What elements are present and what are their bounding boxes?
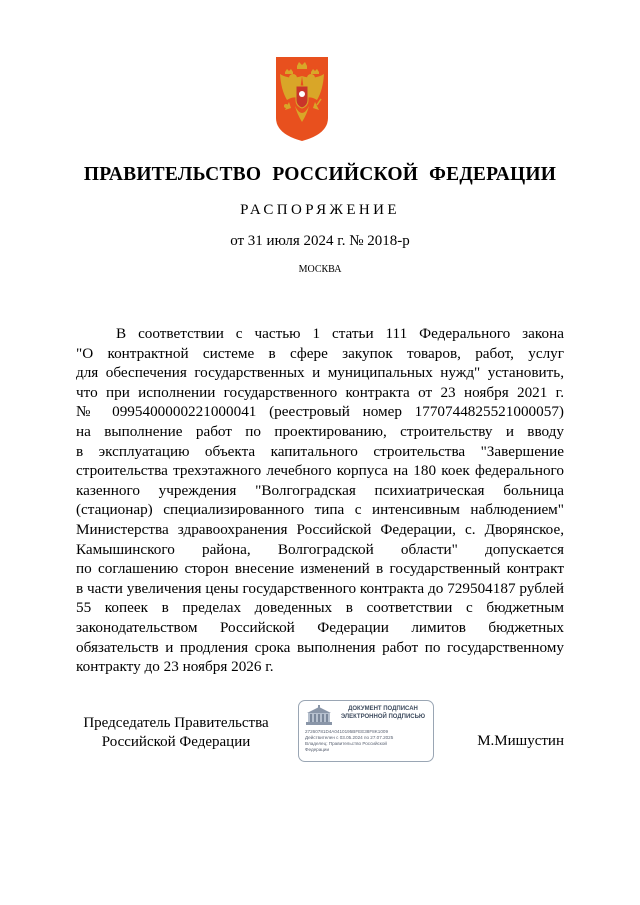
- body-line: "О контрактной системе в сфере закупок товаров, работ, услуг: [76, 344, 564, 362]
- body-line: для обеспечения государственных и муниципальных нужд" установить,: [76, 364, 564, 382]
- signatory-role-line: Российской Федерации: [101, 734, 251, 750]
- body-line: контракту до 23 ноября 2026 г.: [76, 658, 274, 676]
- body-line: казенного учреждения "Волгоградская психиатрическая больница: [76, 481, 564, 499]
- body-line: Министерства здравоохранения Российской Федерации, с. Дворянское,: [76, 520, 564, 538]
- stamp-validity: Действителен с 03.05.2024 по 27.07.2025: [305, 735, 394, 740]
- body-line: что при исполнении государственного контракта от 23 ноября 2021 г.: [76, 383, 564, 401]
- government-building-icon: [305, 705, 333, 727]
- body-line: строительства трехэтажного лечебного корпуса на 180 коек федерального: [76, 462, 564, 480]
- body-line: обязательств и продления срока выполнения работ по государственному: [76, 638, 564, 656]
- body-line: законодательством Российской Федерации лимитов бюджетных: [76, 618, 564, 636]
- stamp-owner: Федерации: [305, 747, 330, 752]
- stamp-title-line: ДОКУМЕНТ ПОДПИСАН: [348, 706, 418, 712]
- document-type: РАСПОРЯЖЕНИЕ: [240, 202, 400, 218]
- electronic-signature-stamp: [298, 700, 434, 762]
- body-line: (стационар) специализированного типа с интенсивным наблюдением": [76, 501, 564, 519]
- body-line: на выполнение работ по проектированию, строительству и вводу: [76, 422, 564, 440]
- signatory-role: [76, 714, 276, 752]
- signatory-name: М.Мишустин: [477, 733, 564, 749]
- stamp-owner: Владелец: Правительство Российской: [305, 741, 387, 746]
- stamp-certificate: 27260781D4A0410195BFEE38F8K1009: [305, 729, 389, 734]
- body-line: В соответствии с частью 1 статьи 111 Федерального закона: [116, 325, 564, 342]
- body-line: в эксплуатацию объекта капитального строительства "Завершение: [76, 442, 564, 460]
- russian-coat-of-arms-emblem-icon: [275, 56, 329, 142]
- body-line: 55 копеек в пределах доведенных в соответствии с бюджетным: [76, 599, 564, 617]
- document-date-number: от 31 июля 2024 г. № 2018-р: [230, 233, 410, 249]
- document-body: [76, 324, 564, 677]
- document-place: МОСКВА: [298, 264, 342, 275]
- body-line: Камышинского района, Волгоградской области" допускается: [76, 540, 564, 558]
- organization-title: ПРАВИТЕЛЬСТВО РОССИЙСКОЙ ФЕДЕРАЦИИ: [83, 164, 557, 185]
- signatory-role-line: Председатель Правительства: [83, 715, 269, 731]
- stamp-title-line: ЭЛЕКТРОННОЙ ПОДПИСЬЮ: [340, 713, 426, 720]
- body-line: в части увеличения цены государственного контракта до 729504187 рублей: [76, 579, 564, 597]
- body-line: № 0995400000221000041 (реестровый номер 1770744825521000057): [76, 403, 564, 421]
- stamp-title: [335, 706, 431, 721]
- stamp-details: [305, 729, 431, 753]
- body-line: по соглашению сторон внесение изменений в государственный контракт: [76, 560, 564, 578]
